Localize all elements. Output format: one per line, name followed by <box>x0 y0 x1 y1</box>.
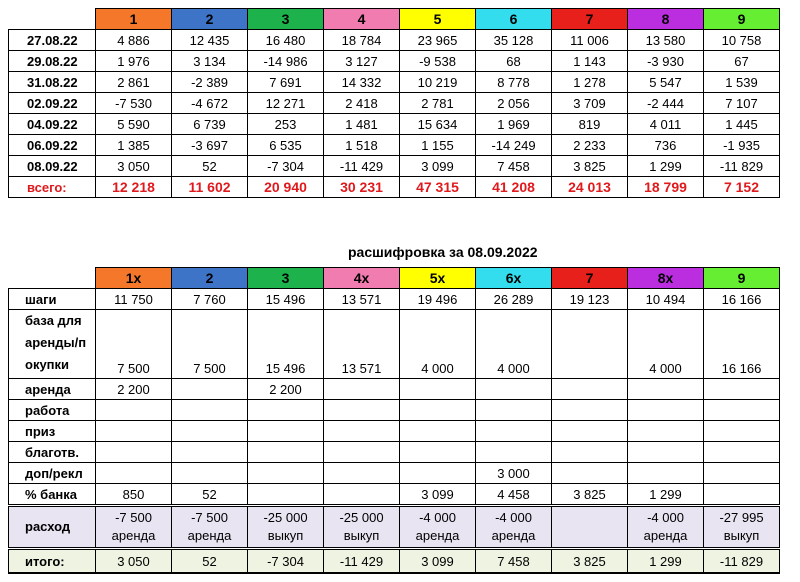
value-cell <box>400 400 476 421</box>
value-cell <box>324 379 400 400</box>
value-cell: 14 332 <box>324 72 400 93</box>
value-cell: 10 494 <box>628 289 704 310</box>
work-row <box>9 400 780 421</box>
value-cell: 1 518 <box>324 135 400 156</box>
expense-cell <box>704 506 780 549</box>
row-label: доп/рекл <box>9 463 96 484</box>
value-cell: 7 691 <box>248 72 324 93</box>
prize-row <box>9 421 780 442</box>
expense-cell <box>96 506 172 549</box>
table-row <box>9 135 780 156</box>
value-cell: 7 458 <box>476 156 552 177</box>
header-row <box>9 268 780 289</box>
value-cell: 7 500 <box>172 310 248 379</box>
value-cell: 2 200 <box>248 379 324 400</box>
expense-row <box>9 506 780 549</box>
value-cell <box>628 421 704 442</box>
base-row <box>9 310 780 379</box>
value-cell: -11 429 <box>324 156 400 177</box>
value-cell: 2 233 <box>552 135 628 156</box>
ads-row <box>9 463 780 484</box>
column-header: 6 <box>476 9 552 30</box>
header-row <box>9 9 780 30</box>
value-cell: -11 429 <box>324 549 400 574</box>
expense-amount: -7 500 <box>115 510 152 525</box>
steps-row <box>9 289 780 310</box>
value-cell: 16 166 <box>704 289 780 310</box>
expense-cell <box>628 506 704 549</box>
row-date: 27.08.22 <box>9 30 96 51</box>
value-cell: 1 969 <box>476 114 552 135</box>
table-row <box>9 93 780 114</box>
value-cell: 15 496 <box>248 289 324 310</box>
value-cell: 1 976 <box>96 51 172 72</box>
value-cell: 52 <box>172 549 248 574</box>
value-cell: -4 672 <box>172 93 248 114</box>
value-cell <box>248 463 324 484</box>
value-cell: 13 571 <box>324 289 400 310</box>
value-cell <box>172 400 248 421</box>
value-cell: 2 056 <box>476 93 552 114</box>
bank-row <box>9 484 780 506</box>
value-cell <box>172 442 248 463</box>
column-header: 9 <box>704 9 780 30</box>
value-cell <box>324 442 400 463</box>
expense-cell <box>324 506 400 549</box>
value-cell: -14 249 <box>476 135 552 156</box>
value-cell: 4 458 <box>476 484 552 506</box>
total-cell: 7 152 <box>704 177 780 198</box>
row-label: расход <box>9 506 96 549</box>
value-cell: 1 445 <box>704 114 780 135</box>
value-cell: 7 760 <box>172 289 248 310</box>
value-cell <box>248 400 324 421</box>
value-cell: 1 155 <box>400 135 476 156</box>
row-date: 08.09.22 <box>9 156 96 177</box>
value-cell <box>248 484 324 506</box>
value-cell: 4 011 <box>628 114 704 135</box>
value-cell <box>552 442 628 463</box>
value-cell: 3 127 <box>324 51 400 72</box>
value-cell: 3 825 <box>552 156 628 177</box>
value-cell <box>628 379 704 400</box>
column-header: 2 <box>172 9 248 30</box>
value-cell: 253 <box>248 114 324 135</box>
value-cell <box>324 400 400 421</box>
value-cell: 3 825 <box>552 484 628 506</box>
expense-amount: -4 000 <box>647 510 684 525</box>
expense-amount: -27 995 <box>719 510 764 525</box>
expense-amount: -25 000 <box>263 510 308 525</box>
expense-note: аренда <box>187 528 232 543</box>
column-header: 2 <box>172 268 248 289</box>
value-cell: 4 886 <box>96 30 172 51</box>
row-label: % банка <box>9 484 96 506</box>
value-cell: -11 829 <box>704 549 780 574</box>
table-row <box>9 72 780 93</box>
value-cell: 13 571 <box>324 310 400 379</box>
row-label: итого: <box>9 549 96 574</box>
final-row <box>9 549 780 574</box>
value-cell <box>552 379 628 400</box>
expense-note: выкуп <box>723 528 760 543</box>
value-cell: -11 829 <box>704 156 780 177</box>
row-date: 29.08.22 <box>9 51 96 72</box>
value-cell: 3 134 <box>172 51 248 72</box>
table-row <box>9 114 780 135</box>
corner-cell <box>9 268 96 289</box>
value-cell: 1 299 <box>628 484 704 506</box>
expense-cell <box>552 506 628 549</box>
value-cell: 3 050 <box>96 156 172 177</box>
value-cell: 5 547 <box>628 72 704 93</box>
value-cell <box>324 421 400 442</box>
value-cell <box>96 400 172 421</box>
row-date: 02.09.22 <box>9 93 96 114</box>
value-cell <box>324 484 400 506</box>
value-cell: 1 299 <box>628 156 704 177</box>
value-cell: 1 299 <box>628 549 704 574</box>
expense-amount: -4 000 <box>495 510 532 525</box>
expense-amount: -4 000 <box>419 510 456 525</box>
value-cell <box>552 400 628 421</box>
expense-cell <box>248 506 324 549</box>
value-cell: 68 <box>476 51 552 72</box>
value-cell: 35 128 <box>476 30 552 51</box>
value-cell <box>704 442 780 463</box>
value-cell: -14 986 <box>248 51 324 72</box>
table-row <box>9 51 780 72</box>
value-cell: 3 825 <box>552 549 628 574</box>
row-label: всего: <box>9 177 96 198</box>
column-header: 8x <box>628 268 704 289</box>
value-cell <box>248 442 324 463</box>
value-cell: 8 778 <box>476 72 552 93</box>
value-cell: 3 709 <box>552 93 628 114</box>
row-date: 04.09.22 <box>9 114 96 135</box>
value-cell: 23 965 <box>400 30 476 51</box>
value-cell <box>628 400 704 421</box>
value-cell: 19 123 <box>552 289 628 310</box>
total-cell: 30 231 <box>324 177 400 198</box>
value-cell: 1 481 <box>324 114 400 135</box>
value-cell: 52 <box>172 156 248 177</box>
value-cell: 2 861 <box>96 72 172 93</box>
value-cell: 67 <box>704 51 780 72</box>
value-cell <box>704 463 780 484</box>
value-cell: -7 304 <box>248 156 324 177</box>
value-cell <box>96 421 172 442</box>
row-label: база для аренды/п окупки <box>9 310 96 379</box>
value-cell <box>628 463 704 484</box>
expense-cell <box>400 506 476 549</box>
value-cell: 2 781 <box>400 93 476 114</box>
value-cell: 1 385 <box>96 135 172 156</box>
value-cell: 6 739 <box>172 114 248 135</box>
column-header: 5x <box>400 268 476 289</box>
row-date: 31.08.22 <box>9 72 96 93</box>
row-date: 06.09.22 <box>9 135 96 156</box>
value-cell <box>96 442 172 463</box>
value-cell: 11 006 <box>552 30 628 51</box>
value-cell <box>324 463 400 484</box>
column-header: 7 <box>552 268 628 289</box>
value-cell <box>476 379 552 400</box>
value-cell: 15 634 <box>400 114 476 135</box>
value-cell <box>172 421 248 442</box>
corner-cell <box>9 9 96 30</box>
total-cell: 47 315 <box>400 177 476 198</box>
value-cell <box>704 484 780 506</box>
value-cell <box>476 421 552 442</box>
value-cell <box>248 421 324 442</box>
value-cell: 3 099 <box>400 549 476 574</box>
value-cell: -2 444 <box>628 93 704 114</box>
value-cell: 7 500 <box>96 310 172 379</box>
value-cell <box>172 463 248 484</box>
column-header: 3 <box>248 9 324 30</box>
row-label: благотв. <box>9 442 96 463</box>
expense-note: аренда <box>111 528 156 543</box>
value-cell: 12 435 <box>172 30 248 51</box>
value-cell: 7 107 <box>704 93 780 114</box>
column-header: 5 <box>400 9 476 30</box>
table-row <box>9 30 780 51</box>
value-cell: -2 389 <box>172 72 248 93</box>
value-cell: 19 496 <box>400 289 476 310</box>
value-cell <box>400 421 476 442</box>
total-cell: 18 799 <box>628 177 704 198</box>
row-label: аренда <box>9 379 96 400</box>
value-cell: 736 <box>628 135 704 156</box>
value-cell: 52 <box>172 484 248 506</box>
value-cell <box>96 463 172 484</box>
value-cell: 3 000 <box>476 463 552 484</box>
value-cell: 850 <box>96 484 172 506</box>
value-cell: 26 289 <box>476 289 552 310</box>
breakdown-table <box>8 267 780 574</box>
value-cell: -7 304 <box>248 549 324 574</box>
column-header: 1x <box>96 268 172 289</box>
expense-amount: -25 000 <box>339 510 384 525</box>
value-cell: 2 418 <box>324 93 400 114</box>
column-header: 8 <box>628 9 704 30</box>
value-cell <box>704 421 780 442</box>
column-header: 7 <box>552 9 628 30</box>
balance-table <box>8 8 780 198</box>
value-cell: 10 758 <box>704 30 780 51</box>
value-cell: -7 530 <box>96 93 172 114</box>
expense-cell <box>172 506 248 549</box>
value-cell: 1 143 <box>552 51 628 72</box>
expense-note: аренда <box>491 528 536 543</box>
value-cell: 819 <box>552 114 628 135</box>
value-cell: -1 935 <box>704 135 780 156</box>
row-label: шаги <box>9 289 96 310</box>
column-header: 3 <box>248 268 324 289</box>
total-cell: 24 013 <box>552 177 628 198</box>
value-cell <box>628 442 704 463</box>
value-cell: 16 480 <box>248 30 324 51</box>
total-cell: 20 940 <box>248 177 324 198</box>
value-cell <box>552 421 628 442</box>
total-cell: 41 208 <box>476 177 552 198</box>
breakdown-caption: расшифровка за 08.09.2022 <box>348 244 538 260</box>
expense-note: аренда <box>643 528 688 543</box>
value-cell: 4 000 <box>400 310 476 379</box>
column-header: 1 <box>96 9 172 30</box>
value-cell: -3 697 <box>172 135 248 156</box>
total-row <box>9 177 780 198</box>
table-row <box>9 156 780 177</box>
value-cell <box>400 463 476 484</box>
value-cell: 4 000 <box>628 310 704 379</box>
value-cell <box>476 400 552 421</box>
value-cell: 13 580 <box>628 30 704 51</box>
column-header: 6x <box>476 268 552 289</box>
value-cell: 6 535 <box>248 135 324 156</box>
charity-row <box>9 442 780 463</box>
expense-note: выкуп <box>267 528 304 543</box>
value-cell <box>400 379 476 400</box>
column-header: 4 <box>324 9 400 30</box>
row-label: приз <box>9 421 96 442</box>
value-cell <box>400 442 476 463</box>
value-cell: 4 000 <box>476 310 552 379</box>
value-cell: -3 930 <box>628 51 704 72</box>
value-cell: 7 458 <box>476 549 552 574</box>
value-cell: 5 590 <box>96 114 172 135</box>
rent-row <box>9 379 780 400</box>
value-cell: 3 050 <box>96 549 172 574</box>
row-label: работа <box>9 400 96 421</box>
value-cell <box>704 379 780 400</box>
value-cell <box>704 400 780 421</box>
value-cell: 3 099 <box>400 484 476 506</box>
value-cell: 2 200 <box>96 379 172 400</box>
value-cell <box>552 463 628 484</box>
value-cell: 10 219 <box>400 72 476 93</box>
column-header: 4x <box>324 268 400 289</box>
value-cell: 11 750 <box>96 289 172 310</box>
expense-note: выкуп <box>343 528 380 543</box>
expense-note: аренда <box>415 528 460 543</box>
value-cell <box>552 310 628 379</box>
column-header: 9 <box>704 268 780 289</box>
value-cell: 18 784 <box>324 30 400 51</box>
value-cell: 3 099 <box>400 156 476 177</box>
value-cell: 1 539 <box>704 72 780 93</box>
value-cell <box>172 379 248 400</box>
value-cell: 16 166 <box>704 310 780 379</box>
expense-amount: -7 500 <box>191 510 228 525</box>
expense-cell <box>476 506 552 549</box>
value-cell <box>476 442 552 463</box>
value-cell: 12 271 <box>248 93 324 114</box>
total-cell: 12 218 <box>96 177 172 198</box>
total-cell: 11 602 <box>172 177 248 198</box>
value-cell: 15 496 <box>248 310 324 379</box>
value-cell: 1 278 <box>552 72 628 93</box>
value-cell: -9 538 <box>400 51 476 72</box>
